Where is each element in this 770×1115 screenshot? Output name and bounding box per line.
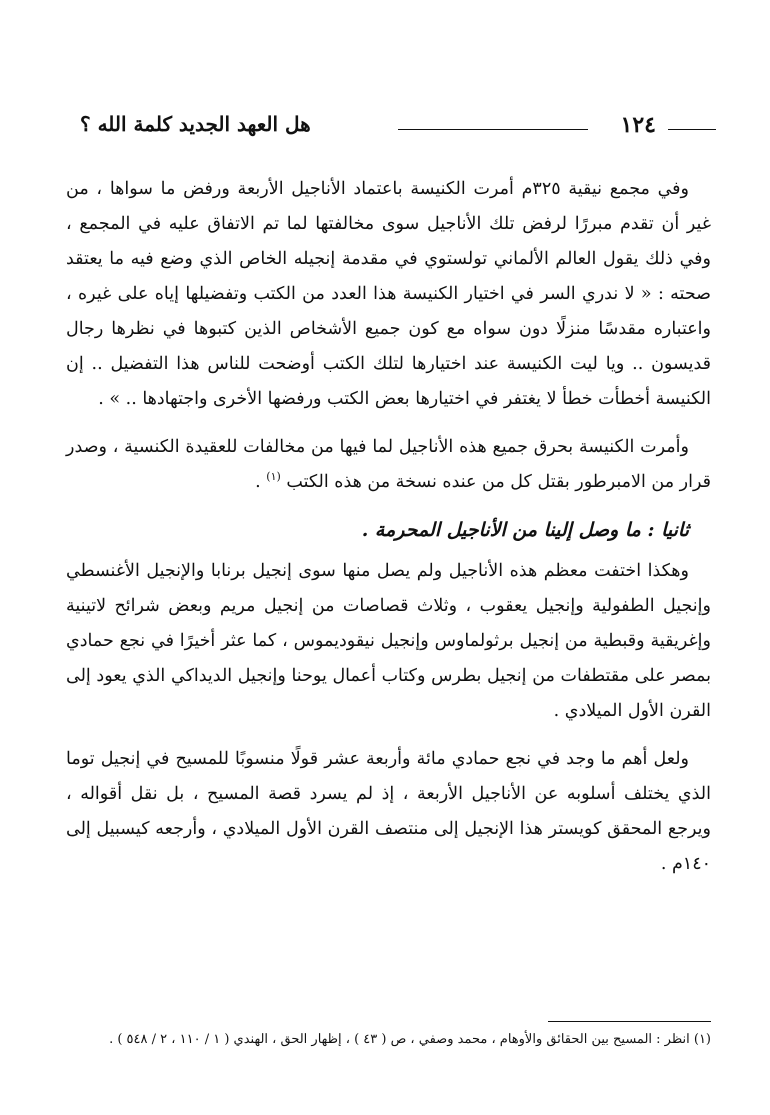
book-title: هل العهد الجديد كلمة الله ؟ bbox=[80, 112, 311, 136]
paragraph-2 bbox=[66, 430, 711, 500]
page-number: ١٢٤ bbox=[620, 112, 656, 138]
header-rule bbox=[398, 129, 588, 130]
footnote-marker: (١) bbox=[266, 470, 281, 484]
paragraph-2-text: وأمرت الكنيسة بحرق جميع هذه الأناجيل لما فيها من مخالفات للعقيدة الكنسية ، وصدر قرار من الامبرطور بقتل كل من عنده نسخة من هذه الكتب bbox=[66, 437, 711, 492]
footnote-rule bbox=[548, 1021, 711, 1022]
footnote: (١) انظر : المسيح بين الحقائق والأوهام ، محمد وصفي ، ص ( ٤٣ ) ، إظهار الحق ، الهندي ( ١ / ١١٠ ، ٢ / ٥٤٨ ) . bbox=[109, 1032, 711, 1047]
paragraph-2-end: . bbox=[255, 472, 267, 492]
paragraph-1: وفي مجمع نيقية ٣٢٥م أمرت الكنيسة باعتماد الأناجيل الأربعة ورفض ما سواها ، من غير أن تقدم مبررًا لرفض تلك الأناجيل سوى مخالفتها لما تم الاتفاق عليه في المجمع ، وفي ذلك يقول العالم الألماني تولستوي في مقدمة إنجيله الخاص الذي وضع فيه ما يعتقد صحته : « لا ندري السر في اختيار الكنيسة هذا العدد من الكتب وتفضيلها إياه على غيره ، واعتباره مقدسًا منزلًا دون سواه مع كون جميع الأشخاص الذين كتبوها في نظرها رجال قديسون .. ويا ليت الكنيسة عند اختيارها لتلك الكتب أوضحت للناس هذا التفضيل .. إن الكنيسة أخطأت خطأ لا يغتفر في اختيارها بعض الكتب ورفضها الأخرى واجتهادها .. » . bbox=[66, 179, 711, 409]
header-dash bbox=[668, 129, 716, 130]
paragraph-4: ولعل أهم ما وجد في نجع حمادي مائة وأربعة عشر قولًا منسوبًا للمسيح في إنجيل توما الذي يختلف أسلوبه عن الأناجيل الأربعة ، إذ لم يسرد قصة المسيح ، بل نقل أقواله ، ويرجع المحقق كويستر هذا الإنجيل إلى منتصف القرن الأول الميلادي ، وأرجعه كيسبيل إلى ١٤٠م . bbox=[66, 749, 711, 874]
running-header bbox=[80, 112, 716, 146]
paragraph-3: وهكذا اختفت معظم هذه الأناجيل ولم يصل منها سوى إنجيل برنابا والإنجيل الأغنسطي وإنجيل الطفولية وإنجيل يعقوب ، وثلاث قصاصات من إنجيل مريم وبعض شرائح لاتينية وإغريقية وقبطية من إنجيل برثولماوس وإنجيل نيقوديموس ، كما عثر أخيرًا في نجع حمادي بمصر على مقتطفات من إنجيل بطرس وكتاب أعمال يوحنا وإنجيل الديداكي الذي يعود إلى القرن الأول الميلادي . bbox=[66, 561, 711, 721]
body-text bbox=[66, 172, 711, 895]
section-heading: ثانيا : ما وصل إلينا من الأناجيل المحرمة . bbox=[361, 519, 689, 541]
